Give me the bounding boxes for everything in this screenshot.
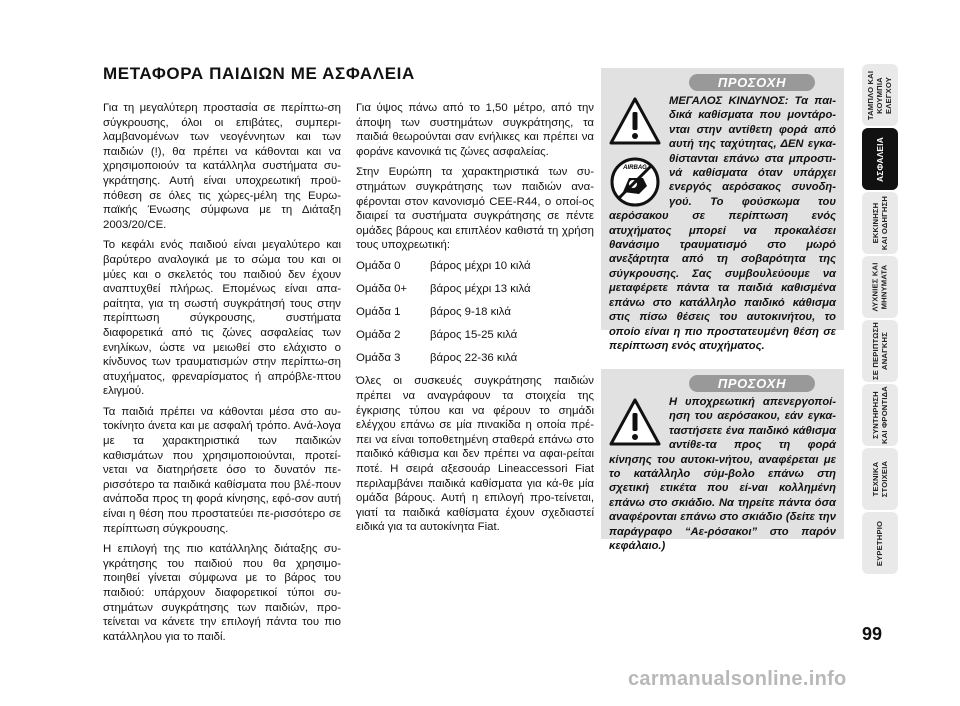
- warning-text: ΜΕΓΑΛΟΣ ΚΙΝΔΥΝΟΣ: Τα παι-δικά καθίσματα που μοντάρο-νται στην αντίθετη φορά από αυτή της ταχύτητας, ΔΕΝ εγκα-θίστανται επάνω στα μπροστι-νά καθίσματα όταν υπάρχει ενεργός αερόσακος συνοδη-γού. Το φούσκωμα του αερόσακου σε περίπτωση ενός ατυχήματος μπορεί να προκαλέσει θανάσιμο τραυματισμό στο μωρό ανεξάρτητα από τη σοβαρότητα της σύγκρουσης. Σας συμβουλεύουμε να μεταφέρετε πάντα τα παιδιά καθισμένα επάνω στο κατάλληλο παιδικό κάθισμα στις πίσω θέσεις του αυτοκινήτου, το οποίο είναι η πιο προστατευμένη θέση σε περίπτωση ενός ατυχήματος.: [609, 95, 836, 352]
- tab-label: ΤΕΧΝΙΚΑ ΣΤΟΙΧΕΙΑ: [871, 460, 889, 498]
- warning-banner: ΠΡΟΣΟΧΗ: [689, 375, 815, 392]
- footer-watermark: carmanualsonline.info: [628, 668, 847, 690]
- group-weight: βάρος 9-18 κιλά: [430, 306, 511, 319]
- tab-technical-data[interactable]: [862, 448, 898, 510]
- warning-box-deactivation: [601, 369, 844, 553]
- tab-emergency[interactable]: [862, 320, 898, 382]
- group-name: Ομάδα 0: [356, 259, 401, 272]
- warning-triangle-icon: [609, 397, 661, 447]
- group-weight: βάρος 22-36 κιλά: [430, 352, 518, 365]
- paragraph: Το κεφάλι ενός παιδιού είναι μεγαλύτερο και βαρύτερο αναλογικά με το σώμα του και οι μύες και ο σκελετός του παιδιού δεν έχουν αναπτυχθεί πλήρως. Επομένως είναι απα-ραίτητα, για τη σωστή συγκράτησή τους στην περίπτωση σύγκρουσης, συστήματα διαφορετικά από τις ζώνες ασφαλείας των ενηλίκων, ώστε να μειωθεί στο ελάχιστο ο κίνδυνος των τραυματισμών στην περίπτω-ση ατυχήματος, φρεναρίσματος ή απρόβλε-πτου ελιγμού.: [103, 239, 341, 398]
- weight-group-row: [356, 259, 594, 274]
- weight-group-row: [356, 328, 594, 343]
- tab-label: ΛΥΧΝΙΕΣ ΚΑΙ ΜΗΝΥΜΑΤΑ: [871, 262, 890, 312]
- paragraph: Η επιλογή της πιο κατάλληλης διάταξης συ-γκράτησης του παιδιού που θα χρησιμο-ποιηθεί γίνεται σύμφωνα με το βάρος του παιδιού: υπάρχουν διαφορετικοί τύποι συ-στημάτων συγκράτησης των παιδιών, προ-τείνεται να κάνετε την επιλογή πάντα του πιο κατάλληλου για το παιδί.: [103, 543, 341, 643]
- tab-warning-lights[interactable]: [862, 256, 898, 318]
- weight-group-row: [356, 351, 594, 366]
- body-column-right: [356, 101, 594, 541]
- tab-label: ΣΥΝΤΗΡΗΣΗ ΚΑΙ ΦΡΟΝΤΙΔΑ: [871, 386, 889, 444]
- weight-group-row: [356, 282, 594, 297]
- tab-maintenance[interactable]: [862, 384, 898, 446]
- warning-text-container: [609, 94, 836, 353]
- tab-label: ΕΥΡΕΤΗΡΙΟ: [875, 520, 885, 566]
- paragraph: Για τη μεγαλύτερη προστασία σε περίπτω-ση σύγκρουσης, όλοι οι επιβάτες, συμπερι-λαμβανομένων των νεογέννητων και των παιδιών (!), θα πρέπει να κάθονται και να χρησιμοποιούν τα κατάλληλα συστήματα συ-γκράτησης. Αυτή είναι υποχρεωτική προϋ-πόθεση σε όλες τις χώρες-μέλη της Ευρω-παϊκής Ένωσης σύμφωνα με τη Διάταξη 2003/20/CE.: [103, 102, 341, 231]
- tab-index[interactable]: [862, 512, 898, 574]
- airbag-label: AIRBAG: [623, 165, 647, 171]
- group-weight: βάρος 15-25 κιλά: [430, 329, 518, 342]
- tab-label: ΣΕ ΠΕΡΙΠΤΩΣΗ ΑΝΑΓΚΗΣ: [871, 322, 890, 380]
- group-name: Ομάδα 1: [356, 306, 401, 319]
- paragraph: Για ύψος πάνω από το 1,50 μέτρο, από την άποψη των συστημάτων συγκράτησης, τα παιδιά θεωρούνται σαν ενήλικες και πρέπει να φοράνε κανονικά τις ζώνες ασφαλείας.: [356, 102, 594, 158]
- body-column-left: [103, 101, 341, 650]
- paragraph: Στην Ευρώπη τα χαρακτηριστικά των συ-στημάτων συγκράτησης των παιδιών ανα-φέρονται στον κανονισμό CEE-R44, ο οποί-ος διαιρεί τα συστήματα συγκράτησης σε πέντε ομάδες βάρους και επιπλέον καθιστά τη χρήση τους υποχρεωτική:: [356, 166, 594, 252]
- warning-triangle-icon: [609, 96, 661, 146]
- tab-label: ΑΣΦΑΛΕΙΑ: [874, 136, 885, 182]
- warning-banner: ΠΡΟΣΟΧΗ: [689, 74, 815, 91]
- paragraph: Όλες οι συσκευές συγκράτησης παιδιών πρέπει να αναγράφουν τα στοιχεία της έγκρισης τύπου και να φέρουν το σημάδι ελέγχου επάνω σε μία πινακίδα η οποία πρέ-πει να είναι τοποθετημένη σταθερά επάνω στο παιδικό κάθισμα και δεν πρέπει να αφαι-ρείται ποτέ. Η σειρά αξεσουάρ Lineaccessori Fiat περιλαμβάνει παιδικά καθίσματα για κά-θε μία ομάδα βάρους. Αυτή η επιλογή προ-τείνεται, γιατί τα παιδικά καθίσματα έχουν σχεδιαστεί ειδικά για τα αυτοκίνητα Fiat.: [356, 375, 594, 534]
- paragraph: Τα παιδιά πρέπει να κάθονται μέσα στο αυ-τοκίνητο άνετα και με ασφαλή τρόπο. Ανά-λογα με τα χαρακτηριστικά των παιδικών καθισμάτων που χρησιμοποιούνται, προτεί-νεται να διατηρήσετε όσο το δυνατόν πε-ρισσότερο τα παιδικά καθίσματα που βλέ-πουν ανάποδα προς τη φορά κίνησης, εφό-σον αυτή είναι η θέση που προστατεύει πε-ρισσότερο σε περίπτωση σύγκρουσης.: [103, 405, 341, 535]
- warning-box-airbag: [601, 68, 844, 352]
- tab-starting-driving[interactable]: [862, 192, 898, 254]
- group-name: Ομάδα 0+: [356, 283, 408, 296]
- group-weight: βάρος μέχρι 13 κιλά: [430, 283, 531, 296]
- tab-safety[interactable]: [862, 128, 898, 190]
- weight-groups-list: [356, 259, 594, 366]
- page-number: 99: [862, 624, 883, 644]
- no-rear-facing-seat-airbag-icon: [609, 156, 661, 208]
- tab-label: ΕΚΚΙΝΗΣΗ ΚΑΙ ΟΔΗΓΗΣΗ: [871, 195, 889, 251]
- warning-text-container: [609, 395, 836, 553]
- tab-label: ΤΑΜΠΛΟ ΚΑΙ ΚΟΥΜΠΙΑ ΕΛΕΓΧΟΥ: [866, 70, 894, 120]
- page-title: ΜΕΤΑΦΟΡΑ ΠΑΙΔΙΩΝ ΜΕ ΑΣΦΑΛΕΙΑ: [103, 64, 415, 83]
- tab-dashboard-controls[interactable]: [862, 64, 898, 126]
- group-name: Ομάδα 2: [356, 329, 401, 342]
- weight-group-row: [356, 305, 594, 320]
- warning-text: Η υποχρεωτική απενεργοποί-ηση του αερόσακου, εάν εγκα-ταστήσετε ένα παιδικό κάθισμα αντίθε-τα προς τη φορά κίνησης του αυτοκι-νήτου, αναφέρεται με το κατάλληλο σύμ-βολο επάνω στη σχετική ετικέτα που εί-ναι κολλημένη επάνω στο σκιάδιο. Να τηρείτε πάντα όσα αναφέρονται επάνω στο σκιάδιο (δείτε την παράγραφο “Αε-ρόσακοι” στο παρόν κεφάλαιο.): [609, 396, 836, 553]
- group-name: Ομάδα 3: [356, 352, 401, 365]
- group-weight: βάρος μέχρι 10 κιλά: [430, 259, 531, 272]
